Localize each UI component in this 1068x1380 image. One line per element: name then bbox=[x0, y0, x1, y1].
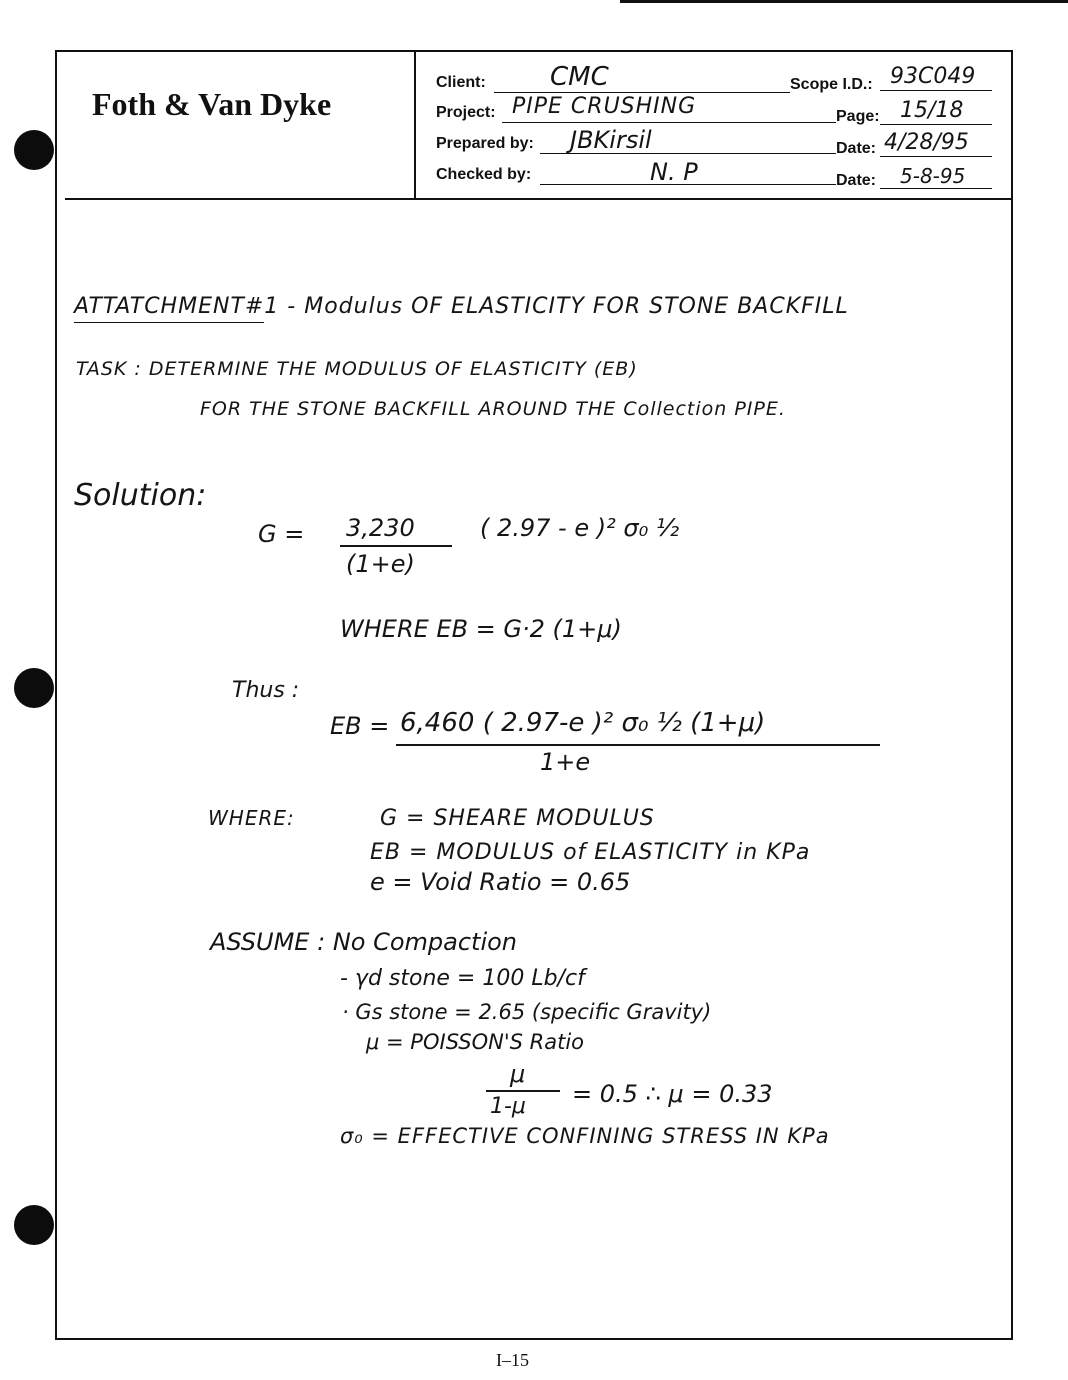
eq2-fraction-bar bbox=[396, 744, 880, 746]
binder-hole bbox=[14, 668, 54, 708]
assume-unit-weight: - γd stone = 100 Lb/cf bbox=[340, 966, 585, 991]
prepared-by-label: Prepared by: bbox=[436, 135, 534, 152]
date-checked-label: Date: bbox=[836, 172, 877, 189]
client-underline bbox=[494, 92, 790, 93]
client-label: Client: bbox=[436, 74, 486, 91]
def-shear-modulus: G = SHEARE MODULUS bbox=[380, 806, 655, 831]
where-eb-line: WHERE EB = G·2 (1+μ) bbox=[340, 615, 622, 643]
header-divider bbox=[414, 52, 416, 198]
page-value: 15/18 bbox=[900, 98, 964, 123]
assume-label: ASSUME : No Compaction bbox=[210, 928, 518, 956]
project-value: PIPE CRUSHING bbox=[512, 94, 697, 119]
page-underline bbox=[880, 124, 992, 125]
date-checked-underline bbox=[880, 188, 992, 189]
eq1-rhs: ( 2.97 - e )² σ₀ ½ bbox=[480, 514, 680, 542]
assume-specific-gravity: · Gs stone = 2.65 (specific Gravity) bbox=[342, 1000, 712, 1024]
thus-label: Thus : bbox=[232, 678, 300, 703]
date-prepared-value: 4/28/95 bbox=[884, 130, 969, 155]
attachment-underline bbox=[74, 322, 264, 323]
binder-hole bbox=[14, 1205, 54, 1245]
checked-by-label: Checked by: bbox=[436, 166, 532, 183]
eq1-lhs: G = bbox=[258, 520, 305, 548]
eq1-fraction-bar bbox=[340, 545, 452, 547]
ratio-result: = 0.5 ∴ μ = 0.33 bbox=[572, 1080, 773, 1108]
date-underline bbox=[880, 156, 992, 157]
checked-by-value: N. P bbox=[650, 158, 698, 186]
scope-id-label: Scope I.D.: bbox=[790, 76, 873, 93]
eq2-denominator: 1+e bbox=[540, 748, 591, 776]
solution-label: Solution: bbox=[74, 478, 207, 513]
def-void-ratio: e = Void Ratio = 0.65 bbox=[370, 868, 631, 896]
date-checked-value: 5-8-95 bbox=[900, 164, 966, 188]
def-modulus-elasticity: EB = MODULUS of ELASTICITY in KPa bbox=[370, 840, 811, 865]
page-number: I–15 bbox=[496, 1350, 529, 1370]
company-name: Foth & Van Dyke bbox=[92, 86, 332, 122]
task-line-1: TASK : DETERMINE THE MODULUS OF ELASTICITY (EB) bbox=[76, 358, 638, 380]
eq1-numerator: 3,230 bbox=[346, 514, 415, 542]
client-value: CMC bbox=[550, 62, 609, 92]
ratio-denominator: 1-μ bbox=[490, 1094, 526, 1119]
task-line-2: FOR THE STONE BACKFILL AROUND THE Collection PIPE. bbox=[200, 398, 786, 420]
page-label: Page: bbox=[836, 108, 880, 125]
ratio-fraction-bar bbox=[486, 1090, 560, 1092]
scope-id-value: 93C049 bbox=[890, 64, 976, 89]
where-label: WHERE: bbox=[208, 806, 295, 830]
eq2-numerator: 6,460 ( 2.97-e )² σ₀ ½ (1+μ) bbox=[400, 708, 766, 738]
prepared-by-value: JBKirsil bbox=[570, 126, 652, 154]
scope-underline bbox=[880, 90, 992, 91]
binder-hole bbox=[14, 130, 54, 170]
sigma-definition: σ₀ = EFFECTIVE CONFINING STRESS IN KPa bbox=[340, 1124, 830, 1148]
date-label: Date: bbox=[836, 140, 877, 157]
eq1-denominator: (1+e) bbox=[346, 550, 415, 578]
top-edge-line bbox=[620, 0, 1068, 3]
project-label: Project: bbox=[436, 104, 496, 121]
project-underline bbox=[502, 122, 836, 123]
ratio-numerator: μ bbox=[510, 1060, 526, 1088]
assume-poisson-ratio: μ = POISSON'S Ratio bbox=[366, 1030, 584, 1054]
eq2-lhs: EB = bbox=[330, 712, 390, 740]
attachment-title: ATTATCHMENT#1 - Modulus OF ELASTICITY FOR STONE BACKFILL bbox=[74, 294, 849, 319]
